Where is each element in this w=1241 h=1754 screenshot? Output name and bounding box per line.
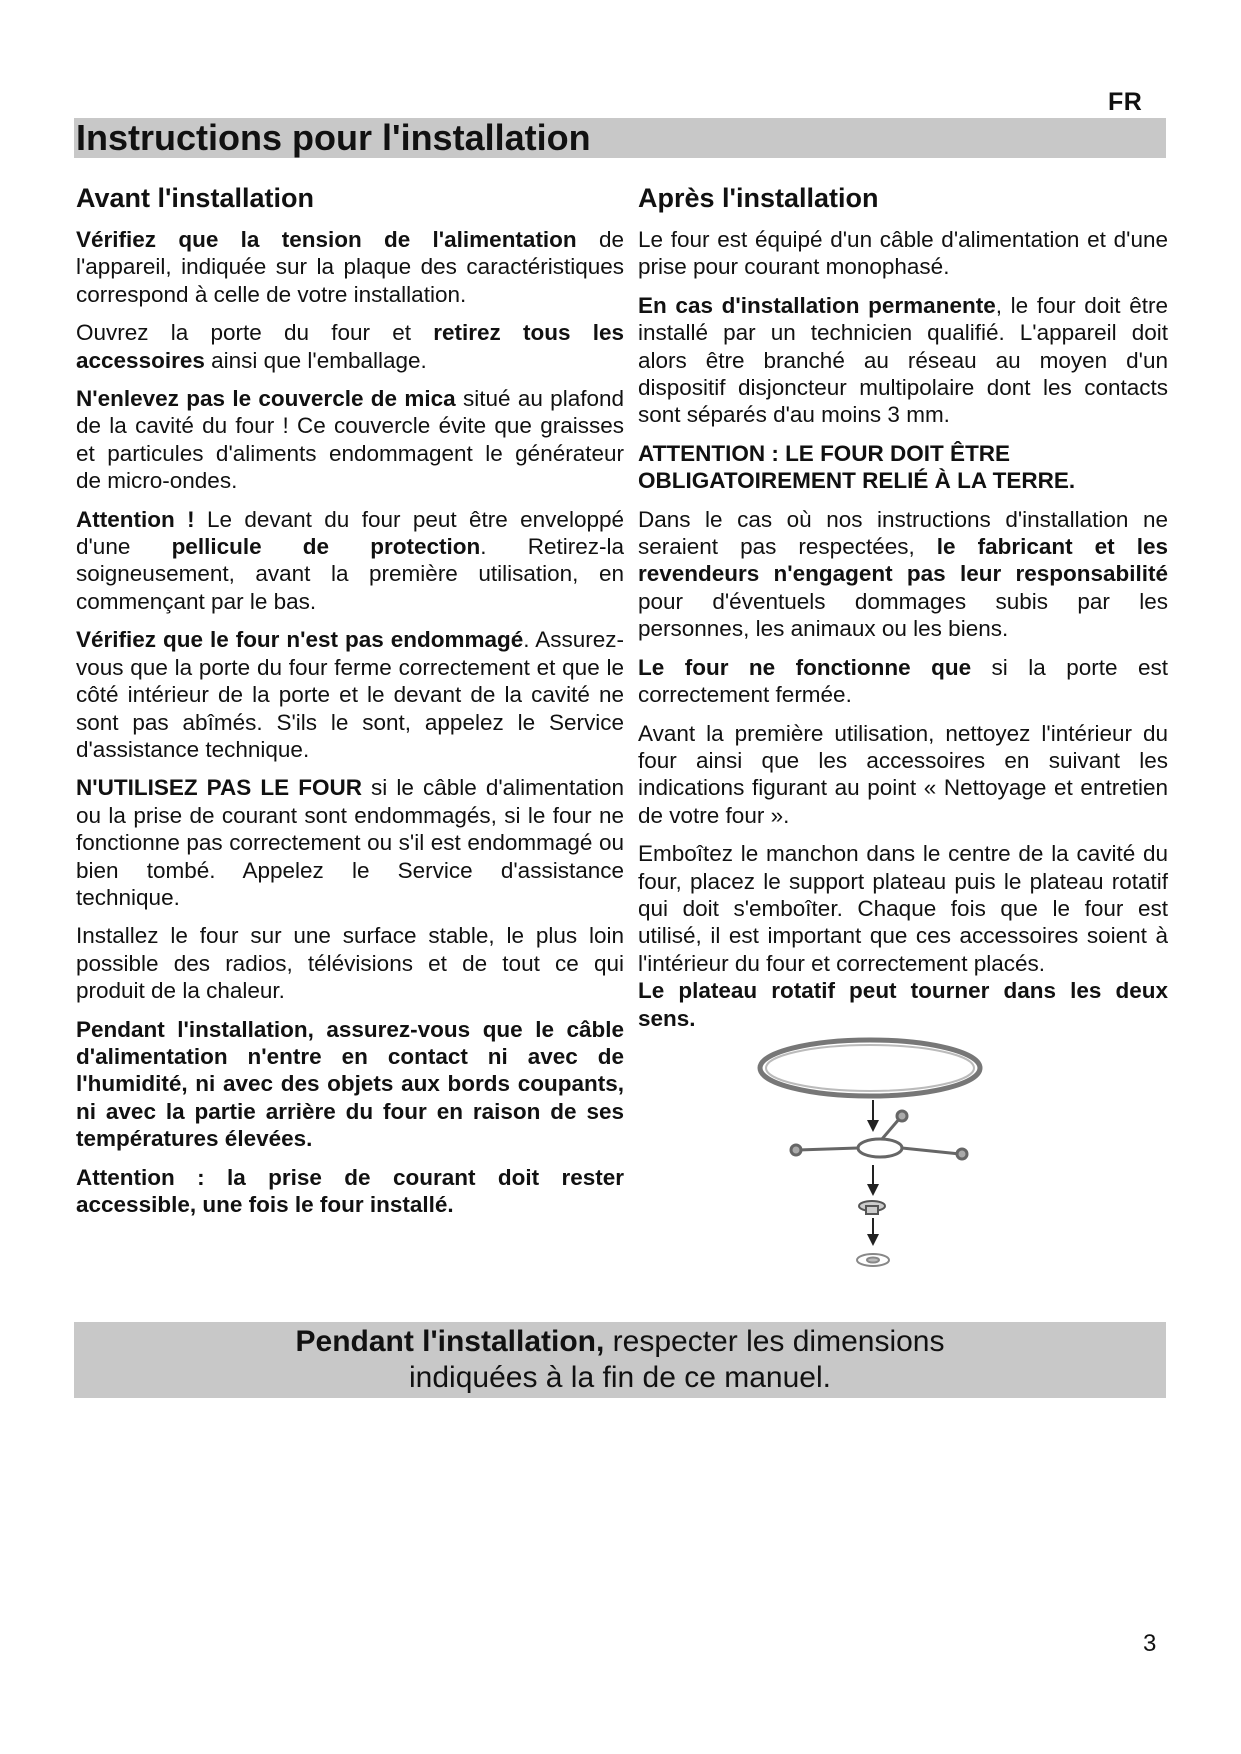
section-heading-before-installation: Avant l'installation (76, 183, 314, 213)
roller-support-icon (791, 1111, 967, 1159)
paragraph: Vérifiez que le four n'est pas endommagé. Assurez-vous que la porte du four ferme correctement et que le côté intérieur de la porte et le devant de la cavité ne sont pas abîmés. S'ils le sont, appelez le Service d'assistance technique. (76, 627, 624, 762)
paragraph: Le plateau rotatif peut tourner dans les deux sens. (638, 978, 1168, 1031)
paragraph: Le four est équipé d'un câble d'alimentation et d'une prise pour courant monophasé. (638, 227, 1168, 280)
paragraph: Installez le four sur une surface stable, le plus loin possible des radios, télévisions et de tout ce qui produit de la chaleur. (76, 923, 624, 1004)
title-bar (74, 118, 1166, 158)
shaft-base-icon (857, 1254, 889, 1266)
turntable-assembly-illustration (750, 1030, 990, 1280)
notice-line-2: indiquées à la fin de ce manuel. (409, 1361, 831, 1394)
paragraph: Attention ! Le devant du four peut être enveloppé d'une pellicule de protection. Retirez-la soigneusement, avant la première utilisation, en commençant par le bas. (76, 506, 624, 614)
paragraph: ATTENTION : LE FOUR DOIT ÊTRE OBLIGATOIREMENT RELIÉ À LA TERRE. (638, 440, 1076, 494)
arrow-down-icon (867, 1100, 879, 1132)
notice-line-1: respecter les dimensions (604, 1325, 945, 1358)
paragraph: N'enlevez pas le couvercle de mica situé au plafond de la cavité du four ! Ce couvercle évite que graisses et particules d'aliments endommagent le générateur de micro-ondes. (76, 386, 624, 494)
right-column (638, 182, 1168, 1043)
paragraph: Pendant l'installation, assurez-vous que le câble d'alimentation n'entre en contact ni avec de l'humidité, ni avec des objets aux bords coupants, ni avec la partie arrière du four en raison de ses températures élevées. (76, 1016, 624, 1152)
left-column (76, 182, 624, 1229)
paragraph: Emboîtez le manchon dans le centre de la cavité du four, placez le support plateau puis le plateau rotatif qui doit s'emboîter. Chaque fois que le four est utilisé, il est important que ces accessoires soient à l'intérieur du four et correctement placés. (638, 841, 1168, 976)
page-title: Instructions pour l'installation (76, 117, 591, 158)
paragraph: Attention : la prise de courant doit rester accessible, une fois le four installé. (76, 1164, 624, 1217)
arrow-down-icon (867, 1218, 879, 1246)
arrow-down-icon (867, 1165, 879, 1196)
notice-bold: Pendant l'installation, (295, 1325, 605, 1358)
coupler-icon (859, 1201, 885, 1214)
paragraph: Ouvrez la porte du four et retirez tous les accessoires ainsi que l'emballage. (76, 320, 624, 373)
page-number: 3 (1143, 1630, 1157, 1657)
paragraph: Le four ne fonctionne que si la porte est correctement fermée. (638, 654, 1168, 708)
paragraph: Vérifiez que la tension de l'alimentation de l'appareil, indiquée sur la plaque des caractéristiques correspond à celle de votre installation. (76, 227, 624, 307)
paragraph: En cas d'installation permanente, le four doit être installé par un technicien qualifié. L'appareil doit alors être branché au réseau au moyen d'un dispositif disjoncteur multipolaire dont les contacts sont séparés d'au moins 3 mm. (638, 292, 1168, 428)
glass-plate-icon (760, 1040, 980, 1096)
paragraph: Dans le cas où nos instructions d'installation ne seraient pas respectées, le fabricant et les revendeurs n'engagent pas leur responsabilité pour d'éventuels dommages subis par les personnes, les animaux ou les biens. (638, 506, 1168, 642)
paragraph: N'UTILISEZ PAS LE FOUR si le câble d'alimentation ou la prise de courant sont endommagés, si le four ne fonctionne pas correctement ou s'il est endommagé ou bien tombé. Appelez le Service d'assistance technique. (76, 775, 624, 910)
paragraph: Avant la première utilisation, nettoyez l'intérieur du four ainsi que les accessoires en suivant les indications figurant au point « Nettoyage et entretien de votre four ». (638, 720, 1168, 828)
dimensions-notice-box (74, 1322, 1166, 1398)
section-heading-after-installation: Après l'installation (638, 183, 879, 213)
language-code: FR (1108, 88, 1143, 116)
